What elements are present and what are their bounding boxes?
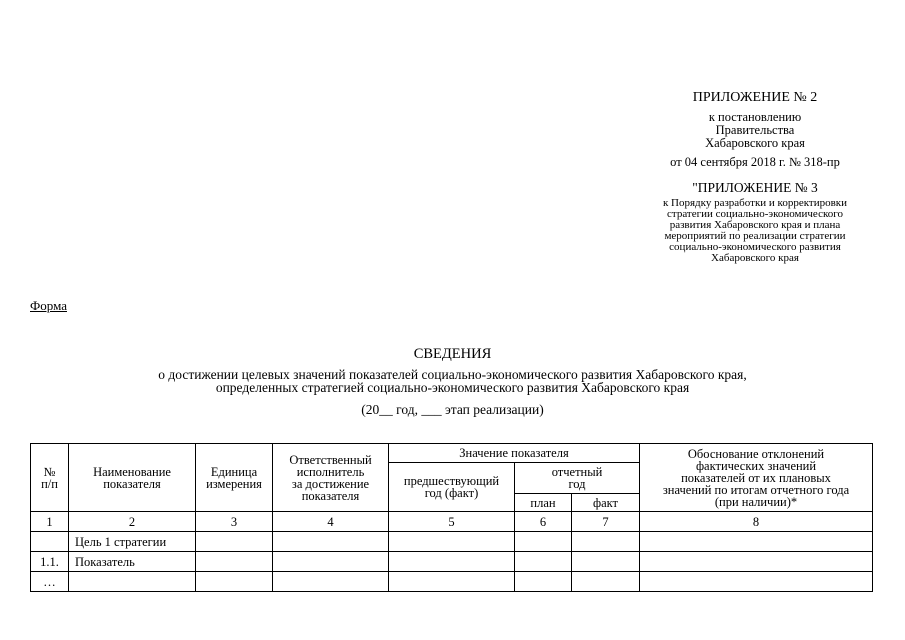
table-row xyxy=(31,572,873,592)
table-cell xyxy=(515,532,572,552)
appendix-3-line: социально-экономического развития xyxy=(669,241,841,253)
column-number: 1 xyxy=(31,512,69,532)
appendix-3-line: развития Хабаровского края и плана xyxy=(669,219,841,231)
appendix-2-line: Правительства xyxy=(715,123,795,137)
table-cell xyxy=(196,572,273,592)
appendix-3-line: к Порядку разработки и корректировки xyxy=(662,197,848,209)
appendix-2-date: от 04 сентября 2018 г. № 318-пр xyxy=(670,155,840,169)
table-cell xyxy=(273,532,389,552)
appendix-3-line: Хабаровского края xyxy=(711,252,799,264)
header-previous-year: предшествующий год (факт) xyxy=(389,463,515,512)
appendix-3-reference xyxy=(600,198,905,264)
header-plan: план xyxy=(515,494,572,512)
header-responsible: Ответственный исполнитель за достижение показателя xyxy=(273,444,389,512)
appendix-3-title: "ПРИЛОЖЕНИЕ № 3 xyxy=(692,180,818,195)
column-number: 3 xyxy=(196,512,273,532)
table-row xyxy=(31,552,873,572)
appendix-2-line: Хабаровского края xyxy=(705,136,805,150)
table-cell xyxy=(515,552,572,572)
table-cell xyxy=(196,552,273,572)
header-unit: Единица измерения xyxy=(196,444,273,512)
table-cell xyxy=(389,552,515,572)
header-fact: факт xyxy=(572,494,640,512)
column-number: 5 xyxy=(389,512,515,532)
appendix-3-line: мероприятий по реализации стратегии xyxy=(664,230,846,242)
header-value-group: Значение показателя xyxy=(389,444,640,463)
table-cell xyxy=(389,572,515,592)
appendix-2-line: к постановлению xyxy=(708,110,802,124)
row-num: 1.1. xyxy=(31,552,69,572)
document-period: (20__ год, ___ этап реализации) xyxy=(361,402,544,417)
table-row xyxy=(31,532,873,552)
appendix-3-line: стратегии социально-экономического xyxy=(667,208,843,220)
table-cell xyxy=(273,572,389,592)
table-cell xyxy=(572,532,640,552)
column-numbers-row xyxy=(31,512,873,532)
header-reporting-year: отчетный год xyxy=(515,463,640,494)
report-table xyxy=(30,443,873,592)
table-cell xyxy=(640,532,873,552)
row-num xyxy=(31,532,69,552)
row-name: Цель 1 стратегии xyxy=(69,532,196,552)
column-number: 2 xyxy=(69,512,196,532)
subtitle-line: о достижении целевых значений показателей социально-экономического развития Хабаровского края, xyxy=(158,367,747,382)
header-name: Наименование показателя xyxy=(69,444,196,512)
table-cell xyxy=(572,552,640,572)
column-number: 4 xyxy=(273,512,389,532)
header-row xyxy=(31,444,873,463)
document-subtitle xyxy=(0,368,905,394)
table-cell xyxy=(572,572,640,592)
row-name: Показатель xyxy=(69,552,196,572)
table-cell xyxy=(196,532,273,552)
table-cell xyxy=(640,572,873,592)
appendix-2-title: ПРИЛОЖЕНИЕ № 2 xyxy=(692,90,818,105)
column-number: 8 xyxy=(640,512,873,532)
table-cell xyxy=(640,552,873,572)
header-num: № п/п xyxy=(31,444,69,512)
column-number: 7 xyxy=(572,512,640,532)
subtitle-line: определенных стратегией социально-экономического развития Хабаровского края xyxy=(215,380,690,395)
row-num: … xyxy=(31,572,69,592)
column-number: 6 xyxy=(515,512,572,532)
row-name xyxy=(69,572,196,592)
header-justification: Обоснование отклонений фактических значений показателей от их плановых значений по итогам отчетного года (при наличии)* xyxy=(640,444,873,512)
form-label: Форма xyxy=(30,298,67,313)
document-title: СВЕДЕНИЯ xyxy=(413,346,492,362)
table-cell xyxy=(389,532,515,552)
appendix-2-reference xyxy=(600,111,905,150)
table-cell xyxy=(273,552,389,572)
table-cell xyxy=(515,572,572,592)
